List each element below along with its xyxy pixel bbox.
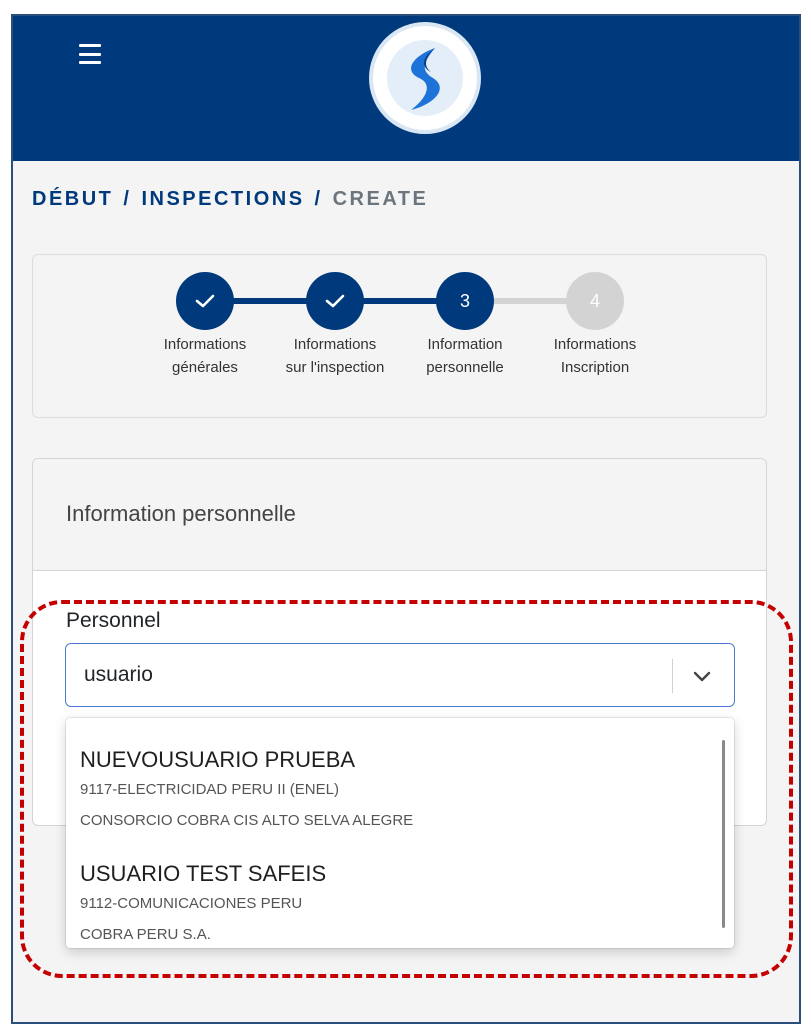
top-header [13, 16, 799, 161]
option-usuario-test-safeis[interactable] [80, 860, 326, 948]
step-2-check-icon[interactable] [306, 272, 364, 330]
select-divider [672, 659, 673, 693]
step-3-label: Information personnelle [426, 336, 504, 376]
step-3-number[interactable]: 3 [436, 272, 494, 330]
option-name: NUEVOUSUARIO PRUEBA [80, 747, 356, 772]
breadcrumb-inspections[interactable]: INSPECTIONS [141, 188, 305, 210]
option-detail: COBRA PERU S.A. [80, 926, 211, 943]
step-1-label: Informations générales [163, 336, 247, 376]
option-name: USUARIO TEST SAFEIS [80, 861, 327, 886]
option-detail: 9117-ELECTRICIDAD PERU II (ENEL) [80, 781, 339, 798]
stepper [32, 254, 767, 418]
option-nuevousuario-prueba[interactable] [80, 746, 413, 836]
breadcrumb-separator: / [123, 188, 132, 210]
personnel-select[interactable] [65, 643, 735, 707]
card-title: Information personnelle [33, 459, 766, 571]
breadcrumb-separator: / [314, 188, 323, 210]
step-4-label: Informations Inscription [553, 336, 637, 376]
dropdown-scrollbar[interactable] [722, 740, 725, 928]
option-detail: CONSORCIO COBRA CIS ALTO SELVA ALEGRE [80, 812, 414, 829]
personnel-search-input[interactable]: usuario [84, 663, 153, 686]
step-2-label: Informations sur l'inspection [285, 336, 385, 376]
breadcrumb-current: CREATE [332, 188, 429, 210]
hamburger-icon[interactable] [79, 44, 101, 64]
step-4-number[interactable]: 4 [566, 272, 624, 330]
step-1-check-icon[interactable] [176, 272, 234, 330]
option-detail: 9112-COMUNICACIONES PERU [80, 895, 303, 912]
personnel-options-list [66, 718, 734, 948]
breadcrumb [32, 188, 428, 211]
chevron-down-icon[interactable] [688, 664, 716, 688]
personnel-label: Personnel [66, 609, 161, 632]
brand-s-logo-icon[interactable] [369, 22, 481, 134]
breadcrumb-home[interactable]: DÉBUT [32, 188, 114, 210]
